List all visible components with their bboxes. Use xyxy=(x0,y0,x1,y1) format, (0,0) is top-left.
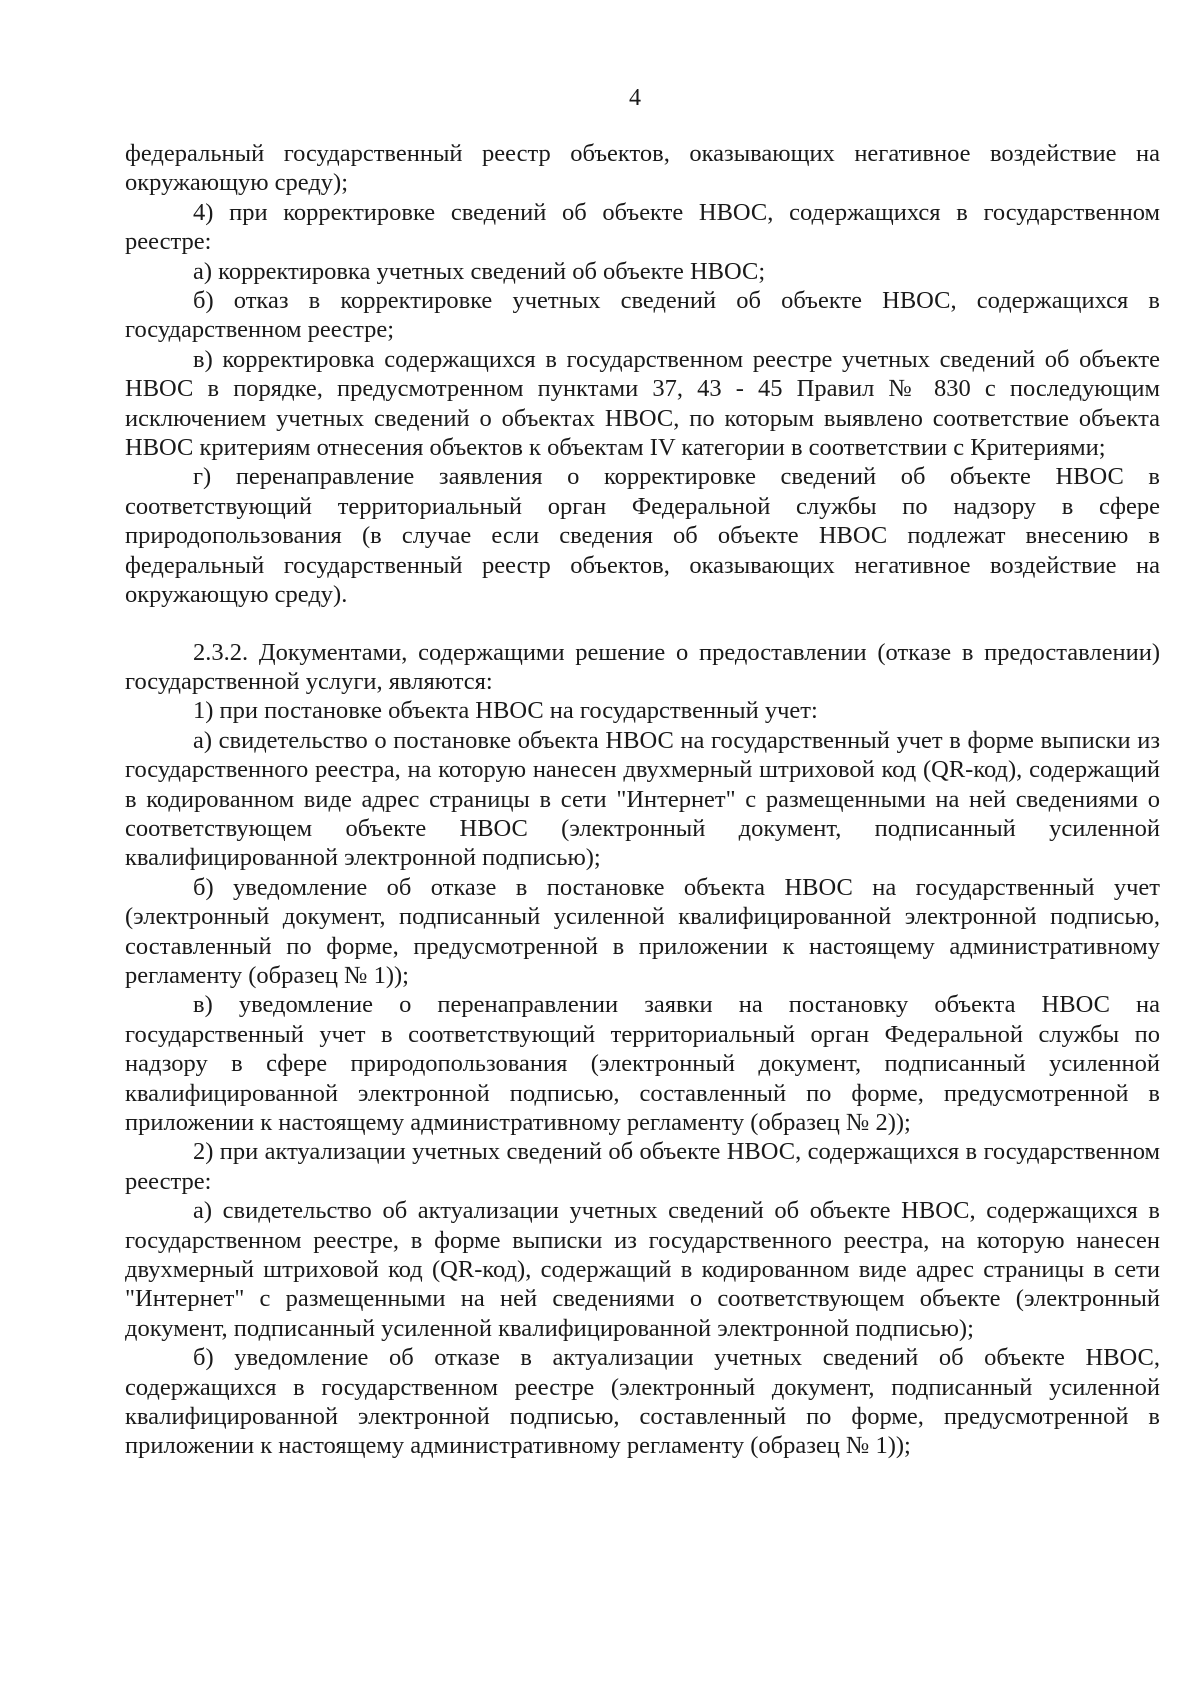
paragraph-subitem-a: а) корректировка учетных сведений об объекте НВОС; xyxy=(193,257,766,285)
paragraph-item-1: 1) при постановке объекта НВОС на государственный учет: xyxy=(193,697,818,725)
paragraph-subitem-g: г) перенаправление заявления о корректировке сведений об объекте НВОС в соответствующий территориальный орган Федеральной службы по надзору в сфере природопользования (в случае если сведения об объекте НВОС подлежат внесению в федеральный государственный реестр объектов, оказывающих негативное воздействие на окружающую среду). xyxy=(125,463,1160,609)
paragraph-subitem-v: в) корректировка содержащихся в государственном реестре учетных сведений об объекте НВОС в порядке, предусмотренном пунктами 37, 43 - 45 Правил № 830 с последующим исключением учетных сведений о объектах НВОС, по которым выявлено соответствие объекта НВОС критериям отнесения объектов к объектам IV категории в соответствии с Критериями; xyxy=(125,345,1160,462)
paragraph-continuation: федеральный государственный реестр объектов, оказывающих негативное воздействие на окружающую среду); xyxy=(125,140,1160,197)
paragraph-subitem-b: б) отказ в корректировке учетных сведений об объекте НВОС, содержащихся в государственном реестре; xyxy=(125,287,1160,344)
paragraph-item-2: 2) при актуализации учетных сведений об объекте НВОС, содержащихся в государственном реестре: xyxy=(125,1138,1160,1195)
paragraph-item-2-a: а) свидетельство об актуализации учетных сведений об объекте НВОС, содержащихся в государственном реестре, в форме выписки из государственного реестра, на которую нанесен двухмерный штриховой код (QR-код), содержащий в кодированном виде адрес страницы в сети "Интернет" с размещенными на ней сведениями о соответствующем объекте (электронный документ, подписанный усиленной квалифицированной электронной подписью); xyxy=(125,1197,1160,1342)
paragraph-item-4: 4) при корректировке сведений об объекте НВОС, содержащихся в государственном реестре: xyxy=(125,198,1160,256)
paragraph-item-1-a: а) свидетельство о постановке объекта НВОС на государственный учет в форме выписки из государственного реестра, на которую нанесен двухмерный штриховой код (QR-код), содержащий в кодированном виде адрес страницы в сети "Интернет" с размещенными на ней сведениями о соответствующем объекте НВОС (электронный документ, подписанный усиленной квалифицированной электронной подписью); xyxy=(125,726,1160,872)
paragraph-section-2-3-2: 2.3.2. Документами, содержащими решение о предоставлении (отказе в предоставлении) государственной услуги, являются: xyxy=(125,638,1160,695)
paragraph-item-1-v: в) уведомление о перенаправлении заявки на постановку объекта НВОС на государственный учет в соответствующий территориальный орган Федеральной службы по надзору в сфере природопользования (электронный документ, подписанный усиленной квалифицированной электронной подписью, составленный по форме, предусмотренной в приложении к настоящему административному регламенту (образец № 2)); xyxy=(125,991,1160,1136)
paragraph-item-1-b: б) уведомление об отказе в постановке объекта НВОС на государственный учет (электронный документ, подписанный усиленной квалифицированной электронной подписью, составленный по форме, предусмотренной в приложении к настоящему административному регламенту (образец № 1)); xyxy=(125,873,1160,989)
page-number: 4 xyxy=(629,85,641,111)
document-body xyxy=(125,139,1160,1461)
paragraph-item-2-b: б) уведомление об отказе в актуализации учетных сведений об объекте НВОС, содержащихся в государственном реестре (электронный документ, подписанный усиленной квалифицированной электронной подписью, составленный по форме, предусмотренной в приложении к настоящему административному регламенту (образец № 1)); xyxy=(125,1344,1160,1460)
